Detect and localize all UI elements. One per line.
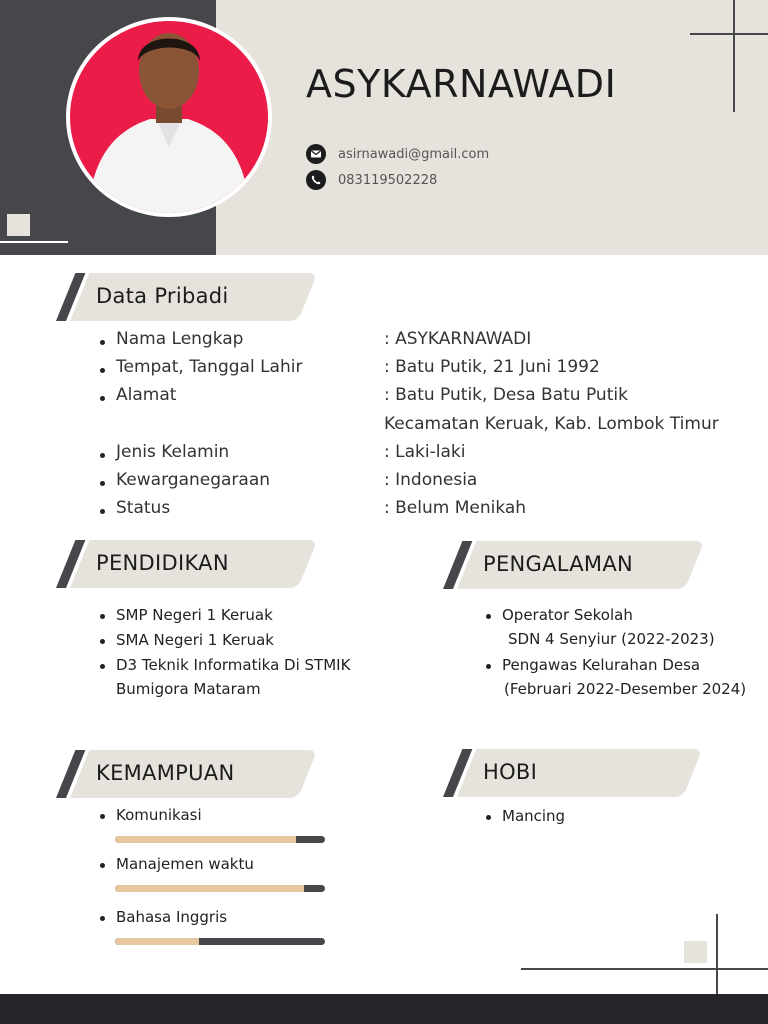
section-header-kemampuan [56, 750, 296, 798]
contact-email[interactable] [306, 144, 489, 164]
section-header-pendidikan [56, 540, 296, 588]
skill-progress-bar [115, 836, 325, 843]
decor-line [521, 968, 768, 970]
mail-icon [306, 144, 326, 164]
candidate-name: ASYKARNAWADI [306, 62, 617, 106]
contact-phone[interactable] [306, 170, 437, 190]
email-text[interactable]: asirnawadi@gmail.com [338, 146, 490, 162]
profile-photo [66, 17, 272, 217]
section-header-data-pribadi [56, 273, 296, 321]
person-silhouette-icon [70, 21, 268, 213]
footer-bar [0, 994, 768, 1024]
skill-progress-bar [115, 938, 325, 945]
section-title: PENDIDIKAN [96, 551, 229, 575]
decor-line [0, 241, 68, 243]
decor-square [684, 941, 707, 963]
skill-progress-bar [115, 885, 325, 892]
section-header-hobi [443, 749, 683, 797]
decor-line [733, 0, 735, 112]
phone-text[interactable]: 083119502228 [338, 172, 438, 188]
decor-line [690, 33, 768, 35]
decor-square [7, 214, 30, 236]
section-title: KEMAMPUAN [96, 761, 235, 785]
section-title: Data Pribadi [96, 284, 229, 308]
section-title: HOBI [483, 760, 538, 784]
header-light-panel [216, 0, 768, 255]
section-title: PENGALAMAN [483, 552, 634, 576]
phone-icon [306, 170, 326, 190]
section-header-pengalaman [443, 541, 685, 589]
